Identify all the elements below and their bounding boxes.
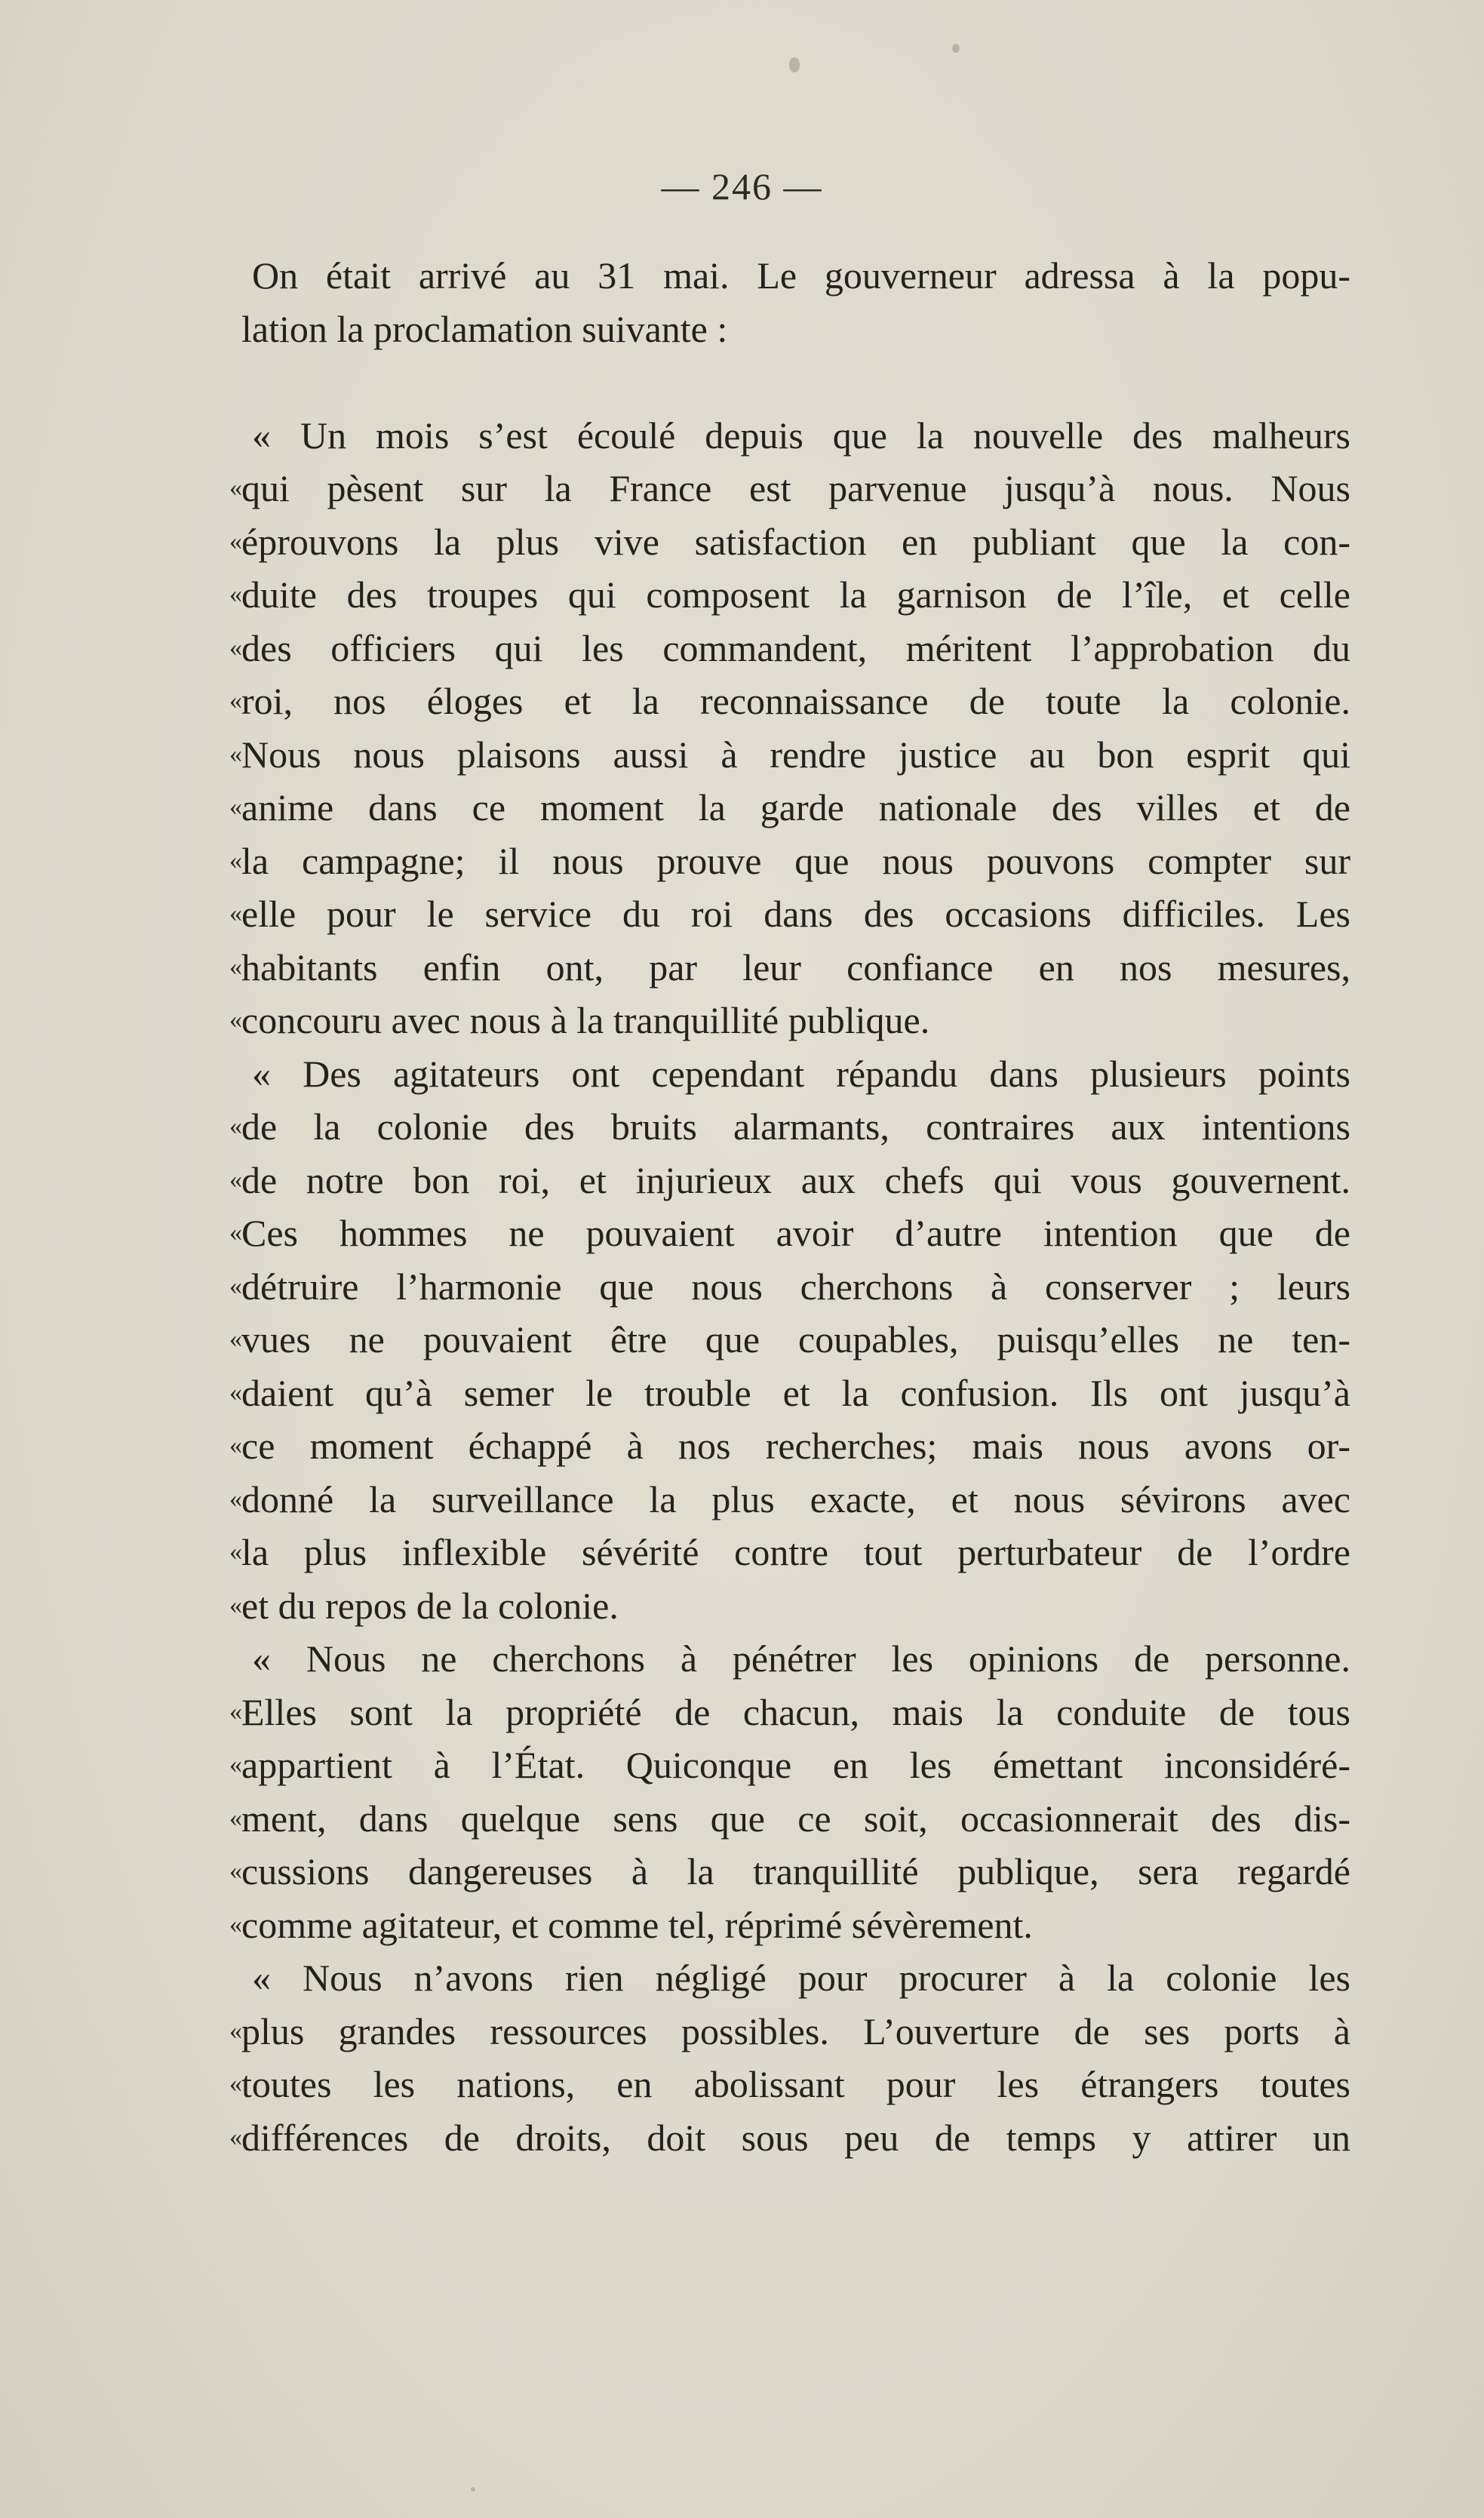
paper-speck: [952, 44, 960, 53]
text-line: comme agitateur, et comme tel, réprimé sévèrement.: [241, 1903, 1033, 1946]
quote-mark: «: [229, 1219, 242, 1247]
quote-mark: «: [229, 1271, 242, 1300]
text-line: Ces hommes ne pouvaient avoir d’autre intention que de: [241, 1212, 1350, 1254]
quote-mark: «: [229, 1751, 242, 1779]
quote-mark: «: [229, 474, 242, 502]
text-line: concouru avec nous à la tranquillité publique.: [241, 999, 930, 1041]
text-line: « Nous ne cherchons à pénétrer les opinions de personne.: [252, 1637, 1350, 1680]
text-line: ce moment échappé à nos recherches; mais nous avons or-: [241, 1425, 1350, 1467]
paper-speck: [789, 57, 800, 72]
text-line: duite des troupes qui composent la garnison de l’île, et celle: [241, 573, 1350, 616]
text-line: qui pèsent sur la France est parvenue jusqu’à nous. Nous: [241, 467, 1350, 509]
text-line: ment, dans quelque sens que ce soit, occasionnerait des dis-: [241, 1797, 1350, 1840]
text-line: lation la proclamation suivante :: [241, 307, 728, 350]
quote-mark: «: [229, 1803, 242, 1832]
quote-mark: «: [229, 2016, 242, 2045]
quote-mark: «: [229, 739, 242, 768]
quote-mark: «: [229, 1112, 242, 1140]
quote-mark: «: [229, 793, 242, 821]
quote-mark: «: [229, 1431, 242, 1459]
text-line: de notre bon roi, et injurieux aux chefs qui vous gouvernent.: [241, 1158, 1350, 1201]
quote-mark: «: [229, 1857, 242, 1885]
quote-mark: «: [229, 846, 242, 875]
quote-mark: «: [229, 633, 242, 662]
quote-mark: «: [229, 1165, 242, 1194]
text-line: Elles sont la propriété de chacun, mais la conduite de tous: [241, 1690, 1350, 1733]
quote-mark: «: [229, 527, 242, 555]
quote-mark: «: [229, 952, 242, 981]
quote-mark: «: [229, 1697, 242, 1726]
quote-mark: «: [229, 1484, 242, 1513]
quote-mark: «: [229, 2070, 242, 2098]
text-line: « Nous n’avons rien négligé pour procurer à la colonie les: [252, 1957, 1350, 1999]
text-line: toutes les nations, en abolissant pour les étrangers toutes: [241, 2063, 1350, 2105]
text-line: anime dans ce moment la garde nationale des villes et de: [241, 786, 1350, 829]
text-line: différences de droits, doit sous peu de temps y attirer un: [241, 2116, 1350, 2159]
quote-mark: «: [229, 1538, 242, 1566]
paragraph-spacer: [241, 355, 1350, 409]
text-line: « Des agitateurs ont cependant répandu dans plusieurs points: [252, 1052, 1350, 1095]
text-line: appartient à l’État. Quiconque en les émettant inconsidéré-: [241, 1744, 1350, 1786]
text-line: « Un mois s’est écoulé depuis que la nouvelle des malheurs: [252, 414, 1350, 457]
text-line: la campagne; il nous prouve que nous pouvons compter sur: [241, 839, 1350, 882]
text-line: des officiers qui les commandent, méritent l’approbation du: [241, 626, 1350, 669]
quote-mark: «: [229, 899, 242, 927]
text-line: de la colonie des bruits alarmants, contraires aux intentions: [241, 1105, 1350, 1148]
text-line: éprouvons la plus vive satisfaction en publiant que la con-: [241, 520, 1350, 563]
quote-mark: «: [229, 1325, 242, 1353]
quote-mark: «: [229, 580, 242, 608]
text-line: détruire l’harmonie que nous cherchons à conserver ; leurs: [241, 1265, 1350, 1308]
quote-mark: «: [229, 687, 242, 715]
quote-mark: «: [229, 1591, 242, 1619]
text-line: la plus inflexible sévérité contre tout perturbateur de l’ordre: [241, 1531, 1350, 1573]
text-line: cussions dangereuses à la tranquillité publique, sera regardé: [241, 1850, 1350, 1892]
text-line: vues ne pouvaient être que coupables, puisqu’elles ne ten-: [241, 1318, 1350, 1360]
page-number: — 246 —: [661, 165, 823, 208]
text-line: daient qu’à semer le trouble et la confusion. Ils ont jusqu’à: [241, 1371, 1350, 1414]
text-line: et du repos de la colonie.: [241, 1584, 619, 1627]
quote-mark: «: [229, 1910, 242, 1938]
text-line: plus grandes ressources possibles. L’ouverture de ses ports à: [241, 2009, 1350, 2052]
text-line: Nous nous plaisons aussi à rendre justice au bon esprit qui: [241, 733, 1350, 776]
quote-mark: «: [229, 1378, 242, 1407]
text-line: donné la surveillance la plus exacte, et nous sévirons avec: [241, 1477, 1350, 1520]
quote-mark: «: [229, 1006, 242, 1034]
paper-speck: [471, 2487, 475, 2492]
text-line: On était arrivé au 31 mai. Le gouverneur adressa à la popu-: [252, 254, 1350, 297]
text-line: elle pour le service du roi dans des occasions difficiles. Les: [241, 893, 1350, 935]
text-line: habitants enfin ont, par leur confiance en nos mesures,: [241, 945, 1350, 988]
text-line: roi, nos éloges et la reconnaissance de toute la colonie.: [241, 680, 1350, 722]
quote-mark: «: [229, 2123, 242, 2151]
page-body-text: [241, 249, 1350, 2164]
